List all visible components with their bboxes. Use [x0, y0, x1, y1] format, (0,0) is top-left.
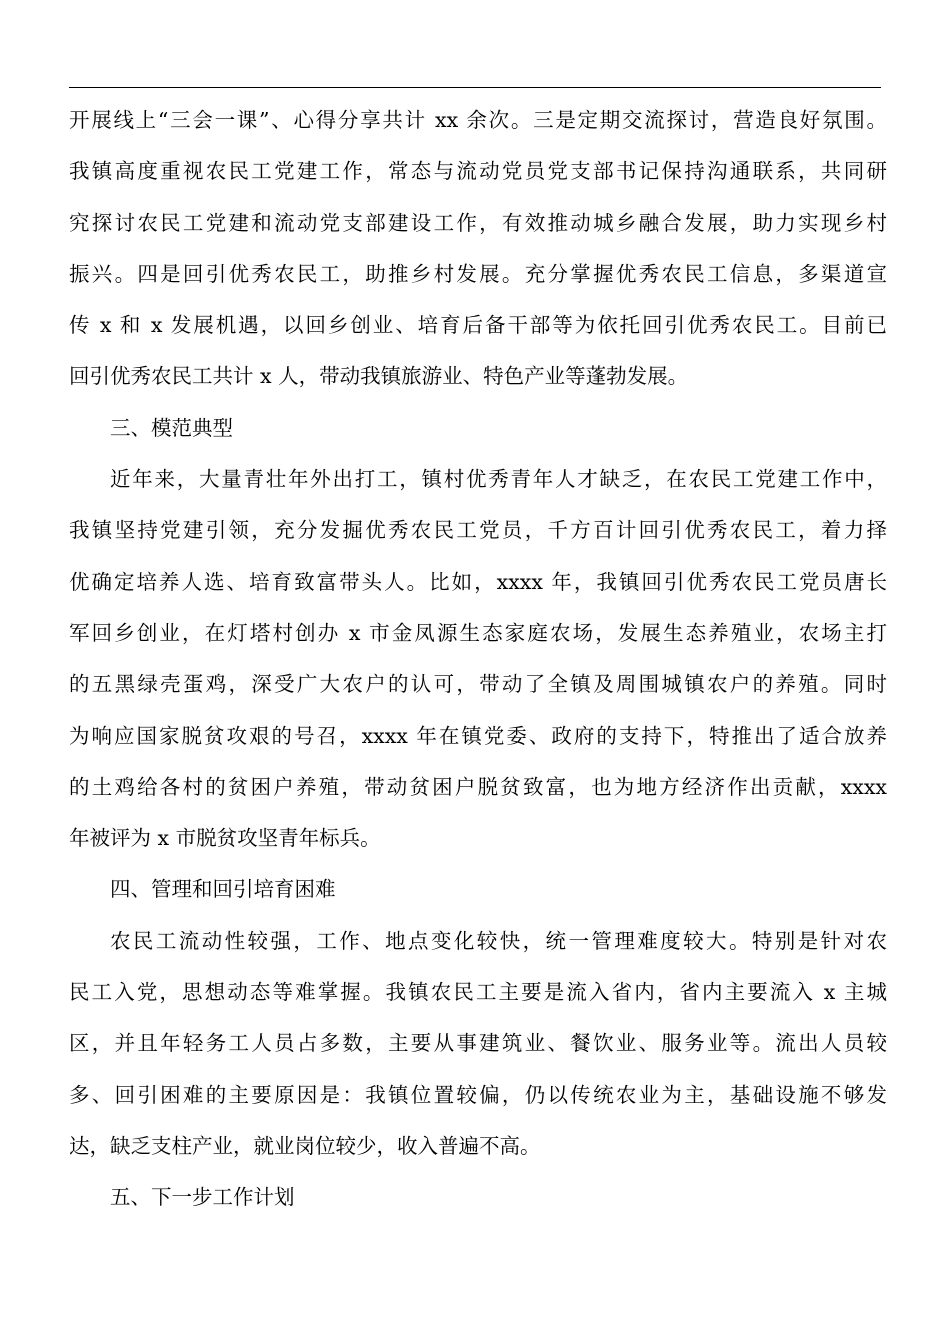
paragraph-difficulties [69, 916, 887, 1172]
document-body [69, 95, 887, 1224]
text-line: 回引优秀农民工共计 x 人，带动我镇旅游业、特色产业等蓬勃发展。 [69, 364, 689, 389]
text-line: 区，并且年轻务工人员占多数，主要从事建筑业、餐饮业、服务业等。流出人员较 [69, 1031, 887, 1056]
paragraph-continuation [69, 95, 887, 403]
section-heading-next-steps: 五、下一步工作计划 [110, 1185, 295, 1210]
text-line: 为响应国家脱贫攻艰的号召，xxxx 年在镇党委、政府的支持下，特推出了适合放养 [69, 723, 887, 748]
text-line: 近年来，大量青壮年外出打工，镇村优秀青年人才缺乏，在农民工党建工作中， [110, 467, 887, 492]
text-line: 优确定培养人选、培育致富带头人。比如，xxxx 年，我镇回引优秀农民工党员唐长 [69, 569, 887, 594]
text-line: 开展线上“三会一课”、心得分享共计 xx 余次。三是定期交流探讨，营造良好氛围。 [69, 108, 887, 132]
text-line: 我镇高度重视农民工党建工作，常态与流动党员党支部书记保持沟通联系，共同研 [69, 159, 887, 184]
text-line: 我镇坚持党建引领，充分发掘优秀农民工党员，千方百计回引优秀农民工，着力择 [69, 518, 887, 543]
text-line: 军回乡创业，在灯塔村创办 x 市金凤源生态家庭农场，发展生态养殖业，农场主打 [69, 620, 887, 645]
text-line: 究探讨农民工党建和流动党支部建设工作，有效推动城乡融合发展，助力实现乡村 [69, 210, 887, 235]
text-line: 达，缺乏支柱产业，就业岗位较少，收入普遍不高。 [69, 1133, 541, 1158]
text-line: 的五黑绿壳蛋鸡，深受广大农户的认可，带动了全镇及周围城镇农户的养殖。同时 [69, 672, 887, 697]
header-rule [69, 87, 881, 88]
text-line: 民工入党，思想动态等难掌握。我镇农民工主要是流入省内，省内主要流入 x 主城 [69, 980, 887, 1005]
text-line: 振兴。四是回引优秀农民工，助推乡村发展。充分掌握优秀农民工信息，多渠道宣 [69, 261, 887, 286]
text-line: 年被评为 x 市脱贫攻坚青年标兵。 [69, 826, 381, 851]
section-heading-difficulties: 四、管理和回引培育困难 [110, 877, 336, 902]
text-line: 多、回引困难的主要原因是：我镇位置较偏，仍以传统农业为主，基础设施不够发 [69, 1082, 887, 1107]
text-line: 传 x 和 x 发展机遇，以回乡创业、培育后备干部等为依托回引优秀农民工。目前已 [69, 313, 887, 338]
text-line: 的土鸡给各村的贫困户养殖，带动贫困户脱贫致富，也为地方经济作出贡献，xxxx [69, 774, 887, 799]
paragraph-model-examples [69, 454, 887, 864]
text-line: 农民工流动性较强，工作、地点变化较快，统一管理难度较大。特别是针对农 [110, 928, 887, 953]
section-heading-model-examples: 三、模范典型 [110, 415, 233, 440]
